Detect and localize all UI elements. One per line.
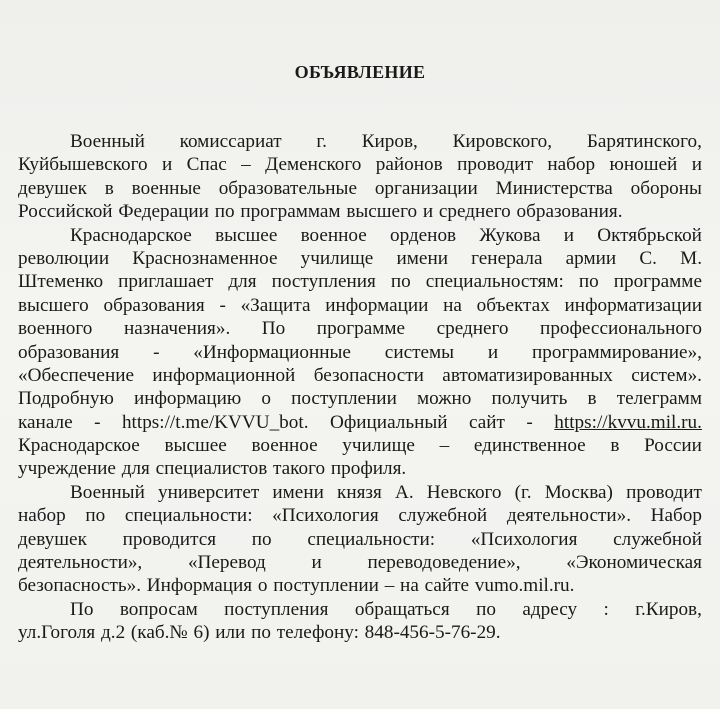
text-line	[18, 130, 702, 153]
word: Краснознаменное	[132, 247, 278, 269]
word: среднего	[436, 318, 509, 340]
word: информации	[325, 294, 429, 316]
text-line	[18, 317, 702, 340]
text-line	[18, 504, 702, 527]
word: д.2	[101, 622, 126, 644]
text-line	[18, 574, 702, 597]
word: Подробную	[18, 388, 114, 410]
word: системы	[384, 341, 455, 363]
word: «Информационные	[193, 341, 351, 363]
word: (г.	[514, 481, 532, 503]
word: Федерации	[118, 201, 209, 223]
word: «Обеспечение	[18, 364, 134, 386]
word: училище	[342, 435, 415, 457]
word: Жукова	[479, 224, 541, 246]
word: сайте	[424, 575, 470, 597]
word: в	[104, 177, 114, 199]
word: информационной	[152, 364, 296, 386]
word: военного	[18, 318, 93, 340]
word: программе	[613, 271, 702, 293]
text-line	[18, 200, 702, 223]
word: Кировского,	[452, 131, 553, 152]
word: проводит	[626, 481, 702, 503]
word: набор	[547, 154, 596, 176]
word: программирование»,	[532, 341, 702, 363]
word: -	[94, 411, 101, 433]
text-line	[18, 434, 702, 457]
word: орденов	[389, 224, 457, 246]
word: специальности:	[124, 505, 253, 527]
word: служебной	[613, 528, 702, 550]
word: в	[610, 435, 620, 457]
word: обращаться	[354, 598, 450, 620]
word: и	[691, 154, 702, 176]
word: 848-456-5-76-29.	[364, 622, 501, 644]
word: г.Киров,	[635, 598, 702, 620]
word: служебной	[398, 505, 488, 527]
text-line	[18, 598, 702, 621]
word: программам	[240, 201, 341, 223]
word: и	[487, 341, 499, 363]
word: Военный	[70, 481, 145, 503]
word: армии	[565, 247, 617, 269]
word: и	[161, 154, 173, 176]
word: для	[228, 271, 257, 293]
word: «Психология	[470, 528, 578, 550]
word: в	[587, 388, 597, 410]
word: :	[603, 598, 609, 620]
word: и	[311, 552, 322, 574]
word: проводит	[457, 154, 533, 176]
word: информацию	[133, 388, 242, 410]
word: Штеменко	[18, 271, 104, 293]
word: высшего	[346, 201, 418, 223]
word: автоматизированных	[442, 364, 613, 386]
word: по	[251, 622, 271, 644]
word: Октябрьской	[597, 224, 702, 246]
text-line	[18, 294, 702, 317]
page-title: ОБЪЯВЛЕНИЕ	[294, 62, 426, 82]
word: -	[219, 294, 226, 316]
text-line	[18, 481, 702, 504]
word: М.	[680, 247, 702, 269]
word: «Экономическая	[566, 552, 702, 574]
word: vumo.mil.ru.	[474, 575, 575, 597]
text-line	[18, 551, 702, 574]
word: такого	[273, 458, 326, 480]
word: «Психология	[272, 505, 379, 527]
word: организации	[374, 177, 478, 199]
word: князя	[337, 481, 382, 503]
word: «Перевод	[187, 552, 266, 574]
word: г.	[316, 131, 327, 152]
text-line	[18, 270, 702, 293]
word: на	[443, 294, 462, 316]
word: Военный	[70, 131, 145, 152]
word: образования.	[516, 201, 623, 223]
word: вопросам	[119, 598, 198, 620]
word: высшего	[18, 294, 89, 316]
word: военные	[131, 177, 201, 199]
word: ул.Гоголя	[18, 622, 96, 644]
word: безопасности	[313, 364, 424, 386]
word: По	[261, 318, 286, 340]
word: училище	[300, 247, 374, 269]
word: о	[261, 388, 271, 410]
word: получить	[491, 388, 568, 410]
word: приглашает	[118, 271, 214, 293]
word: поступлении	[291, 388, 397, 410]
word: Невского	[426, 481, 502, 503]
word: Куйбышевского	[18, 154, 148, 176]
word: переводоведение»,	[367, 552, 521, 574]
word: https://t.me/KVVU_bot.	[121, 411, 309, 433]
word: –	[439, 435, 450, 457]
word: специалистов	[155, 458, 268, 480]
word: назначения».	[123, 318, 231, 340]
text-line	[18, 364, 702, 387]
word: генерала	[471, 247, 543, 269]
text-line	[18, 621, 702, 644]
word: Информация	[146, 575, 253, 597]
website-link[interactable]: https://kvvu.mil.ru.	[554, 411, 702, 433]
word: районов	[375, 154, 443, 176]
word: образования	[103, 294, 205, 316]
word: или	[215, 622, 246, 644]
word: сайт	[469, 411, 505, 433]
word: специальности:	[307, 528, 436, 550]
text-line	[18, 528, 702, 551]
text-line	[18, 457, 702, 480]
word: комиссариат	[179, 131, 282, 152]
word: информатизации	[564, 294, 702, 316]
word: образования	[18, 341, 120, 363]
word: «Защита	[240, 294, 311, 316]
word: и	[563, 224, 574, 246]
word: университет	[157, 481, 260, 503]
word: 6)	[193, 622, 210, 644]
word: девушек	[18, 528, 87, 550]
word: Официальный	[329, 411, 448, 433]
word: военное	[251, 435, 318, 457]
word: поступлении	[273, 575, 379, 597]
word: А.	[394, 481, 414, 503]
word: по	[476, 598, 496, 620]
word: имени	[396, 247, 448, 269]
word: Набор	[650, 505, 702, 527]
word: –	[241, 154, 251, 176]
word: набор	[18, 505, 66, 527]
word: По	[70, 598, 94, 620]
text-line	[18, 387, 702, 410]
word: среднего	[438, 201, 511, 223]
word: Москва)	[544, 481, 613, 503]
word: Краснодарское	[18, 435, 140, 457]
text-line	[18, 247, 702, 270]
word: канале	[18, 411, 73, 433]
word: специальностям:	[425, 271, 564, 293]
word: о	[257, 575, 268, 597]
word: для	[121, 458, 150, 480]
word: адресу	[522, 598, 578, 620]
word: С.	[639, 247, 657, 269]
word: по	[214, 201, 235, 223]
word: образовательные	[218, 177, 357, 199]
word: -	[526, 411, 533, 433]
word: Спас	[186, 154, 227, 176]
word: по	[251, 528, 272, 550]
word: высшее	[215, 224, 278, 246]
word: систем».	[631, 364, 702, 386]
text-line	[18, 341, 702, 364]
word: деятельности»,	[18, 552, 143, 574]
word: поступления	[224, 598, 329, 620]
word: Деменского	[265, 154, 362, 176]
word: профессионального	[540, 318, 702, 340]
word: революции	[18, 247, 110, 269]
word: единственное	[473, 435, 586, 457]
word: деятельности».	[506, 505, 632, 527]
word: на	[400, 575, 419, 597]
word: профиля.	[330, 458, 407, 480]
word: обороны	[630, 177, 702, 199]
word: проводится	[122, 528, 217, 550]
word: безопасность».	[18, 575, 142, 597]
word: можно	[416, 388, 472, 410]
text-line	[18, 411, 702, 434]
word: программе	[316, 318, 406, 340]
word: телеграмм	[616, 388, 702, 410]
word: учреждение	[18, 458, 116, 480]
word: поступления	[271, 271, 376, 293]
word: военное	[300, 224, 367, 246]
text-line	[18, 224, 702, 247]
word: по	[85, 505, 106, 527]
word: и	[422, 201, 434, 223]
word: Барятинского,	[586, 131, 702, 152]
announcement-body	[18, 130, 702, 645]
word: Киров,	[361, 131, 418, 152]
word: -	[153, 341, 160, 363]
word: России	[644, 435, 702, 457]
word: (каб.№	[130, 622, 188, 644]
word: телефону:	[276, 622, 359, 644]
text-line	[18, 177, 702, 200]
word: Министерства	[495, 177, 613, 199]
word: имени	[272, 481, 324, 503]
word: –	[384, 575, 395, 597]
text-line	[18, 153, 702, 176]
word: юношей	[609, 154, 678, 176]
word: по	[578, 271, 599, 293]
word: девушек	[18, 177, 87, 199]
word: Российской	[18, 201, 113, 223]
word: объектах	[476, 294, 550, 316]
word: по	[390, 271, 411, 293]
word: Краснодарское	[70, 224, 192, 246]
word: высшее	[164, 435, 227, 457]
